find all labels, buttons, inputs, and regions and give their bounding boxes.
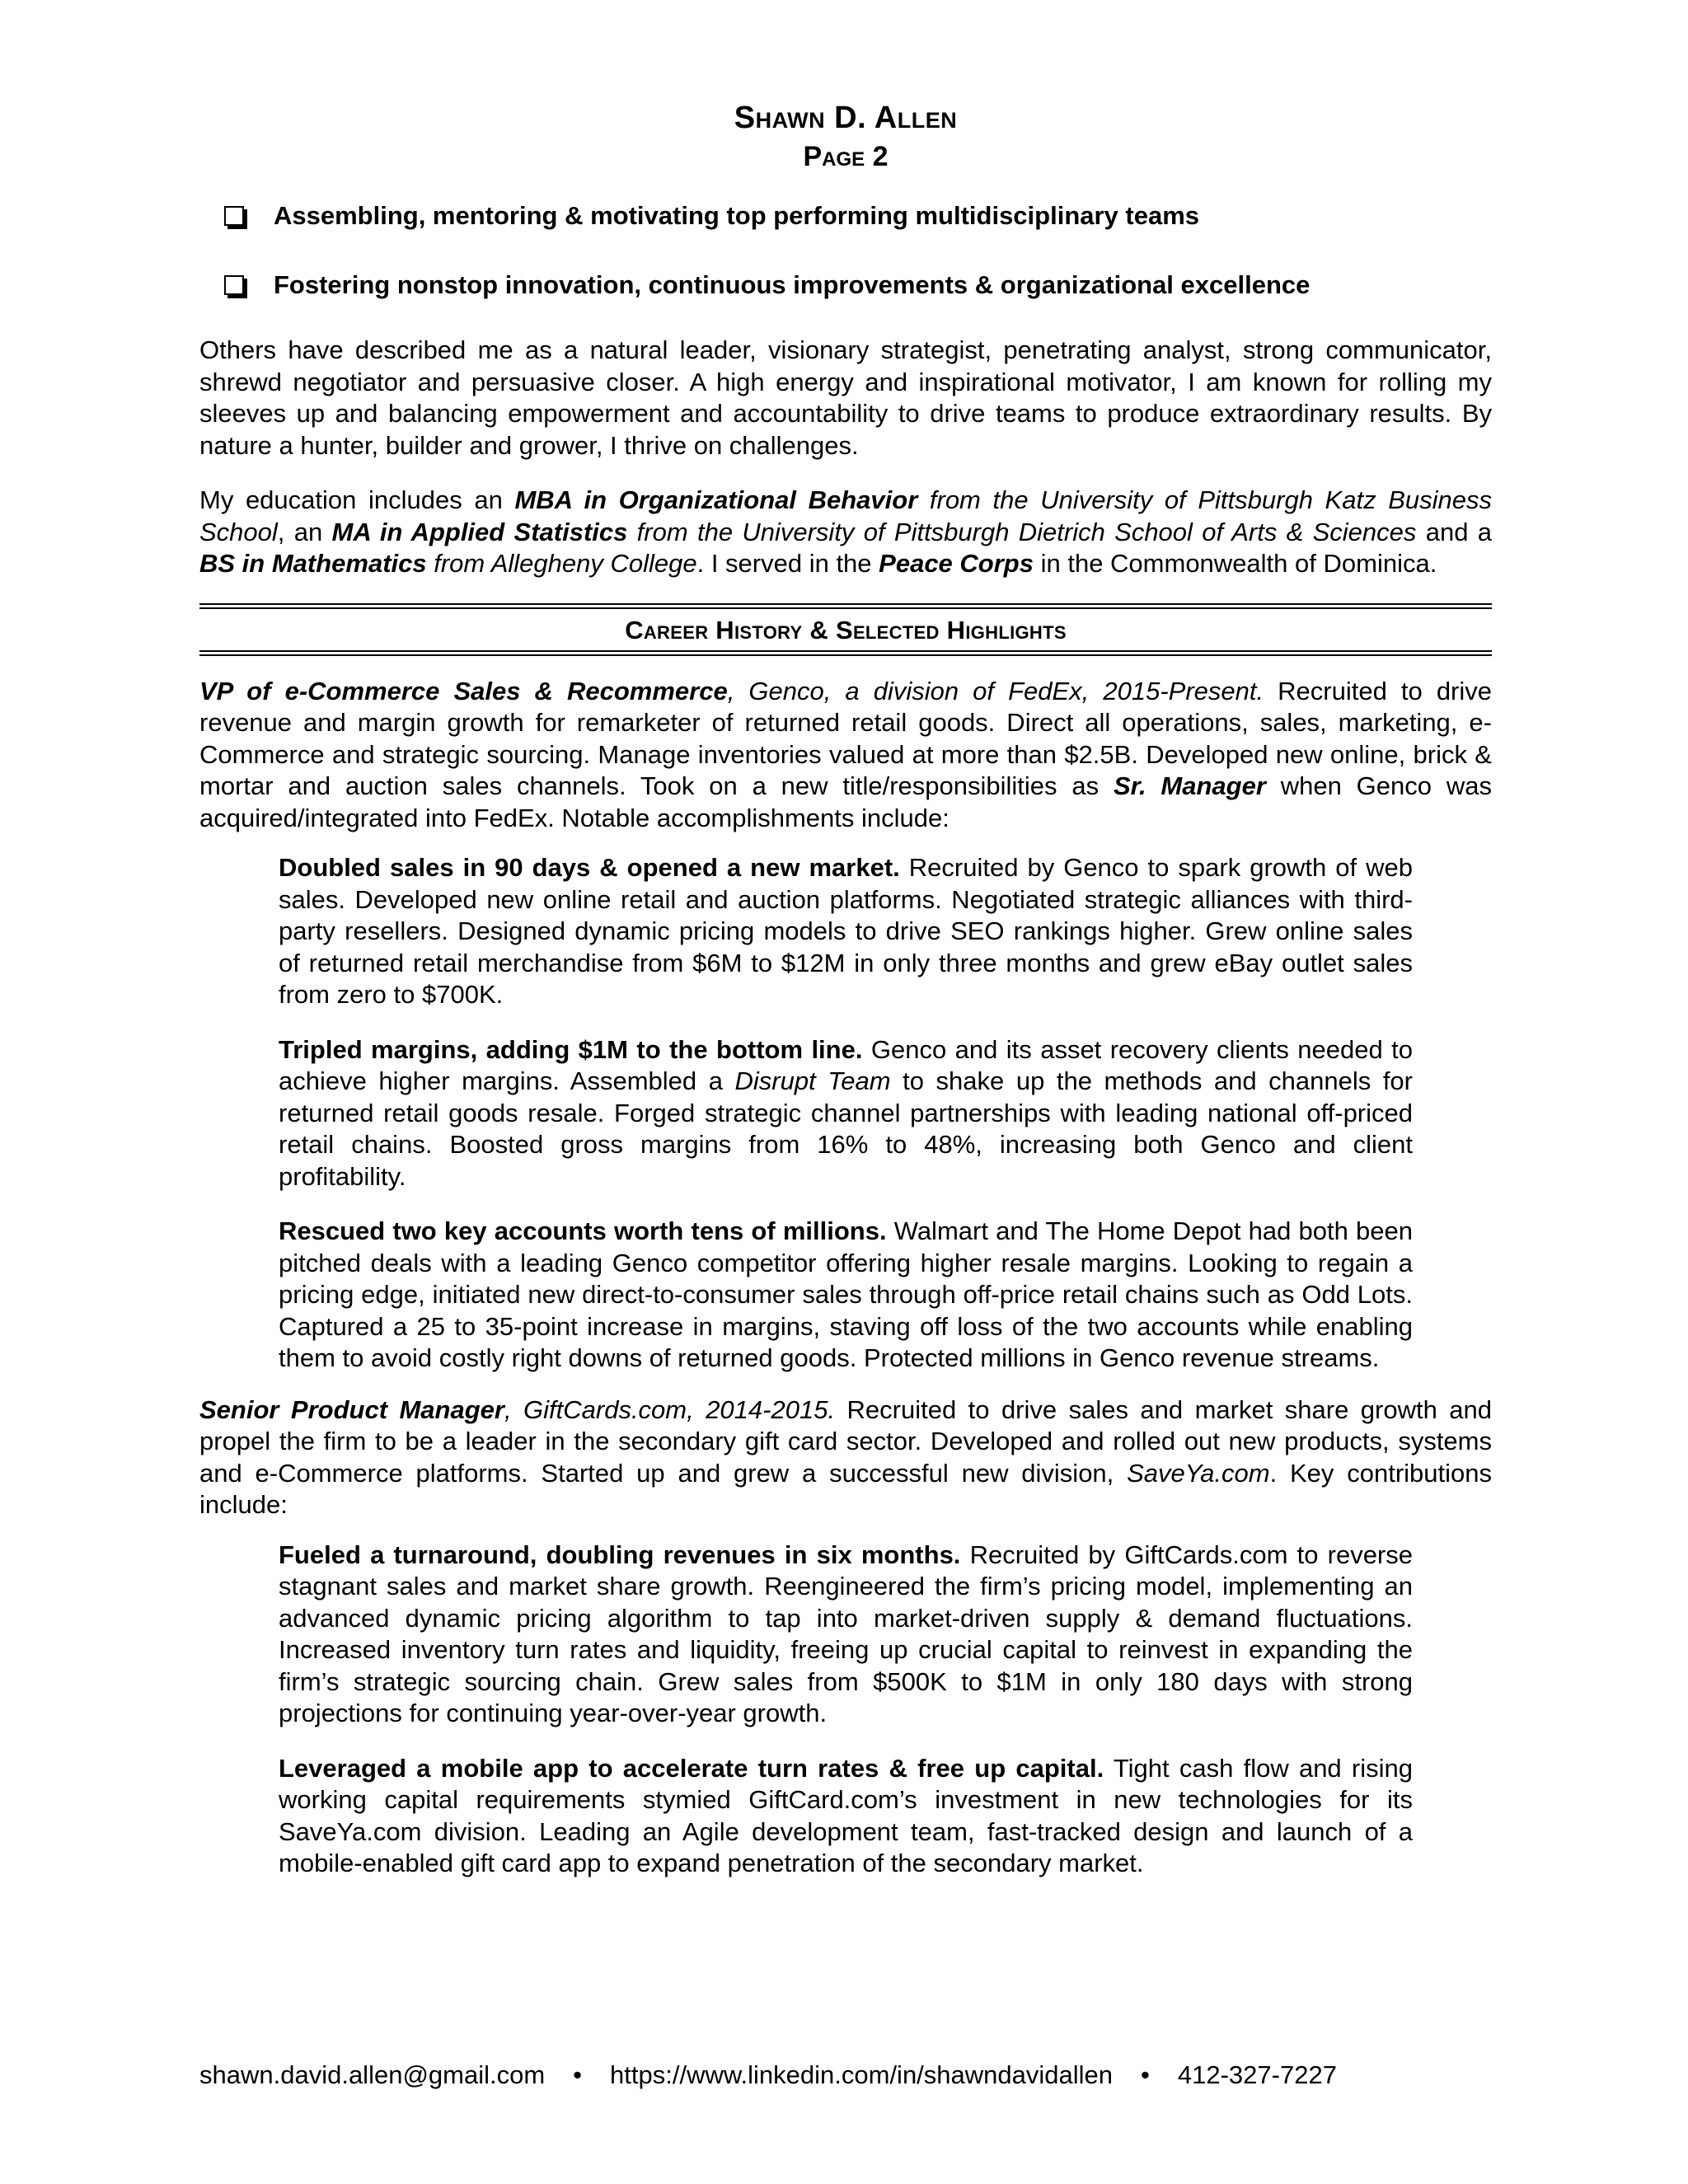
achievement-text: Tight cash flow and rising working capital requirements stymied GiftCard.com’s investment in new technologies for its SaveYa.com division. Leading an Agile development team, fast-tracked design and launch of a mobile-enabled gift card app to expand penetration of the secondary market. (279, 1753, 1413, 1877)
job-entry (199, 1394, 1492, 1880)
achievement-text: Recruited by GiftCards.com to reverse stagnant sales and market share growth. Reengineered the firm’s pricing model, implementing an advanced dynamic pricing algorithm to tap into market-driven supply & demand fluctuations. Increased inventory turn rates and liquidity, freeing up crucial capital to reinvest in expanding the firm’s strategic sourcing chain. Grew sales from $500K to $1M in only 180 days with strong projections for continuing year-over-year growth. (279, 1540, 1413, 1727)
education-text: My education includes an (199, 485, 515, 514)
bullet-separator: • (573, 2060, 583, 2089)
strength-item (199, 269, 1492, 302)
achievement-headline: Tripled margins, adding $1M to the bottom line. (279, 1034, 863, 1064)
checkbox-bullet-icon (224, 206, 244, 226)
achievement-headline: Doubled sales in 90 days & opened a new market. (279, 853, 900, 882)
bullet-separator: • (1141, 2060, 1150, 2089)
job-title: VP of e-Commerce Sales & Recommerce (199, 676, 728, 705)
job-intro (199, 1394, 1492, 1521)
education-text: in the Commonwealth of Dominica. (1033, 549, 1437, 578)
candidate-name: Shawn D. Allen (734, 101, 958, 135)
job-entry (199, 676, 1492, 1375)
strengths-list (199, 199, 1492, 302)
achievement-text: Genco and its asset recovery clients needed to achieve higher margins. Assembled a (279, 1034, 1413, 1095)
achievement (279, 852, 1413, 1011)
section-title: Career History & Selected Highlights (625, 615, 1067, 644)
education-school: from the University of Pittsburgh Katz Business School (199, 485, 1492, 546)
achievement (279, 1034, 1413, 1193)
section-header (199, 603, 1492, 656)
achievement-headline: Rescued two key accounts worth tens of millions. (279, 1216, 887, 1245)
achievement-team-name: Disrupt Team (734, 1066, 891, 1095)
achievement-text: Recruited by Genco to spark growth of web sales. Developed new online retail and auction platforms. Negotiated strategic alliances with third-party resellers. Designed dynamic pricing models to drive SEO rankings higher. Grew online sales of returned retail merchandise from $6M to $12M in only three months and grew eBay outlet sales from zero to $700K. (279, 853, 1414, 1009)
achievement (279, 1216, 1413, 1375)
education-text: and a (1416, 517, 1492, 546)
education-text: , an (277, 517, 332, 546)
achievement-text: to shake up the methods and channels for returned retail goods resale. Forged strategic channel partnerships with leading national off-priced retail chains. Boosted gross margins from 16% to 48%, increasing both Genco and client profitability. (279, 1066, 1413, 1191)
degree-mba: MBA in Organizational Behavior (514, 485, 918, 514)
job-title: Senior Product Manager (199, 1394, 504, 1424)
achievement-headline: Fueled a turnaround, doubling revenues in six months. (279, 1540, 961, 1569)
job-company: , GiftCards.com, 2014-2015. (504, 1394, 836, 1424)
phone-number[interactable]: 412-327-7227 (1177, 2060, 1337, 2089)
achievement (279, 1540, 1413, 1730)
education-school: from Allegheny College (426, 549, 697, 578)
division-name: SaveYa.com (1127, 1458, 1270, 1488)
education-paragraph (199, 485, 1492, 580)
education-school: from the University of Pittsburgh Dietrich School of Arts & Sciences (627, 517, 1417, 546)
job-description-end: . Key contributions include: (199, 1458, 1492, 1519)
double-rule-bottom (199, 650, 1492, 656)
achievement-headline: Leveraged a mobile app to accelerate turn rates & free up capital. (279, 1753, 1104, 1783)
education-text: . I served in the (696, 549, 879, 578)
peace-corps: Peace Corps (879, 549, 1034, 578)
page-header (199, 99, 1492, 175)
checkbox-bullet-icon (224, 275, 244, 295)
linkedin-link[interactable]: https://www.linkedin.com/in/shawndavidallen (610, 2060, 1114, 2089)
contact-footer (199, 2059, 1337, 2092)
strength-text: Assembling, mentoring & motivating top performing multidisciplinary teams (274, 201, 1200, 230)
degree-bs: BS in Mathematics (199, 549, 427, 578)
job-description: Recruited to drive sales and market share growth and propel the firm to be a leader in the secondary gift card sector. Developed and rolled out new products, systems and e-Commerce platforms. Started up and grew a successful new division, (199, 1394, 1492, 1488)
job-description: Recruited to drive revenue and margin growth for remarketer of returned retail goods. Direct all operations, sales, marketing, e-Commerce and strategic sourcing. Manage inventories valued at more than $2.5B. Developed new online, brick & mortar and auction sales channels. Took on a new title/responsibilities as (199, 676, 1493, 800)
summary-paragraph: Others have described me as a natural leader, visionary strategist, penetrating analyst, strong communicator, shrewd negotiator and persuasive closer. A high energy and inspirational motivator, I am known for rolling my sleeves up and balancing empowerment and accountability to drive teams to produce extraordinary results. By nature a hunter, builder and grower, I thrive on challenges. (199, 335, 1492, 460)
job-new-title: Sr. Manager (1113, 771, 1266, 800)
page-number-label: Page 2 (803, 141, 889, 172)
job-description-end: when Genco was acquired/integrated into FedEx. Notable accomplishments include: (199, 771, 1492, 832)
achievement (279, 1753, 1413, 1880)
achievement-text: Walmart and The Home Depot had both been pitched deals with a leading Genco competitor offering higher resale margins. Looking to regain a pricing edge, initiated new direct-to-consumer sales through off-price retail chains such as Odd Lots. Captured a 25 to 35-point increase in margins, staving off loss of the two accounts while enabling them to avoid costly right downs of returned goods. Protected millions in Genco revenue streams. (279, 1216, 1413, 1372)
double-rule-top (199, 603, 1492, 609)
job-company: , Genco, a division of FedEx, 2015-Present. (727, 676, 1264, 705)
page-content (199, 99, 1492, 1880)
strength-text: Fostering nonstop innovation, continuous improvements & organizational excellence (274, 270, 1311, 299)
strength-item (199, 199, 1492, 232)
degree-ma: MA in Applied Statistics (331, 517, 628, 546)
job-intro (199, 676, 1492, 835)
email-link[interactable]: shawn.david.allen@gmail.com (199, 2060, 546, 2089)
